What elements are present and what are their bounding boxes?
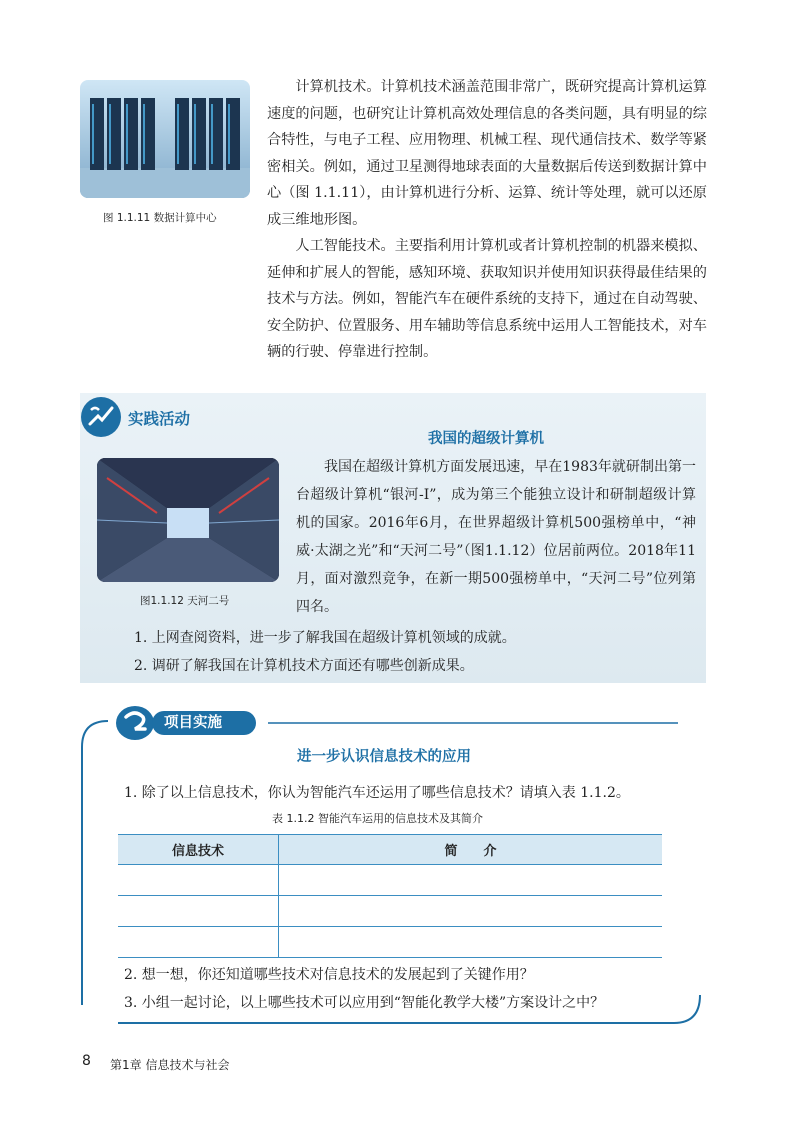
practice-icon — [80, 396, 122, 438]
intro-text — [267, 74, 707, 366]
question-1: 1. 除了以上信息技术，你认为智能汽车还运用了哪些信息技术？请填入表 1.1.2。 — [124, 785, 630, 801]
paragraph-ai-technology: 人工智能技术。主要指利用计算机或者计算机控制的机器来模拟、延伸和扩展人的智能，感知环境、获取知识并使用知识获得最佳结果的技术与方法。例如，智能汽车在硬件系统的支持下，通过在自动驾驶、安全防护、位置服务、用车辅助等信息系统中运用人工智能技术，对车辆的行驶、停靠进行控制。 — [267, 238, 707, 360]
paragraph-computer-technology: 计算机技术。计算机技术涵盖范围非常广，既研究提高计算机运算速度的问题，也研究让计算机高效处理信息的各类问题，具有明显的综合特性，与电子工程、应用物理、机械工程、现代通信技术、数学等紧密相关。例如，通过卫星测得地球表面的大量数据后传送到数据计算中心（图 1.1.11），由计算机进行分析、运算、统计等处理，就可以还原成三维地形图。 — [267, 79, 707, 228]
practice-label: 实践活动 — [128, 410, 191, 428]
chapter-title: 第1章 信息技术与社会 — [110, 1058, 230, 1072]
table-cell[interactable] — [118, 927, 279, 958]
table-cell[interactable] — [279, 927, 663, 958]
table-header-row — [118, 835, 662, 865]
table-cell[interactable] — [118, 896, 279, 927]
project-icon — [114, 703, 156, 743]
project-label: 项目实施 — [152, 711, 256, 735]
practice-paragraph: 我国在超级计算机方面发展迅速，早在1983年就研制出第一台超级计算机“银河-I”，成为第三个能独立设计和研制超级计算机的国家。2016年6月，在世界超级计算机500强榜单中，“神威·太湖之光”和“天河二号”（图1.1.12）位居前两位。2018年11月，面对激烈竞争，在新一期500强榜单中，“天河二号”位列第四名。 — [296, 459, 696, 615]
table-row — [118, 927, 662, 958]
practice-body — [296, 453, 696, 621]
table-row — [118, 896, 662, 927]
table-row — [118, 865, 662, 896]
tianhe-2-photo — [97, 458, 279, 582]
figure-caption: 图 1.1.11 数据计算中心 — [103, 212, 217, 224]
info-tech-table — [118, 834, 662, 958]
project-title: 进一步认识信息技术的应用 — [297, 749, 471, 765]
practice-item: 1. 上网查阅资料，进一步了解我国在超级计算机领域的成就。 — [134, 630, 516, 646]
column-header-tech: 信息技术 — [118, 835, 279, 865]
table-cell[interactable] — [118, 865, 279, 896]
table-cell[interactable] — [279, 896, 663, 927]
question-3: 3. 小组一起讨论，以上哪些技术可以应用到“智能化教学大楼”方案设计之中？ — [124, 995, 605, 1011]
table-cell[interactable] — [279, 865, 663, 896]
column-header-intro: 简 介 — [279, 835, 663, 865]
question-2: 2. 想一想，你还知道哪些技术对信息技术的发展起到了关键作用？ — [124, 967, 534, 983]
data-center-photo — [80, 80, 250, 198]
table-caption: 表 1.1.2 智能汽车运用的信息技术及其简介 — [272, 812, 483, 825]
page-number: 8 — [82, 1053, 91, 1069]
practice-title: 我国的超级计算机 — [428, 431, 544, 447]
practice-item: 2. 调研了解我国在计算机技术方面还有哪些创新成果。 — [134, 658, 474, 674]
figure-caption: 图1.1.12 天河二号 — [140, 595, 230, 607]
